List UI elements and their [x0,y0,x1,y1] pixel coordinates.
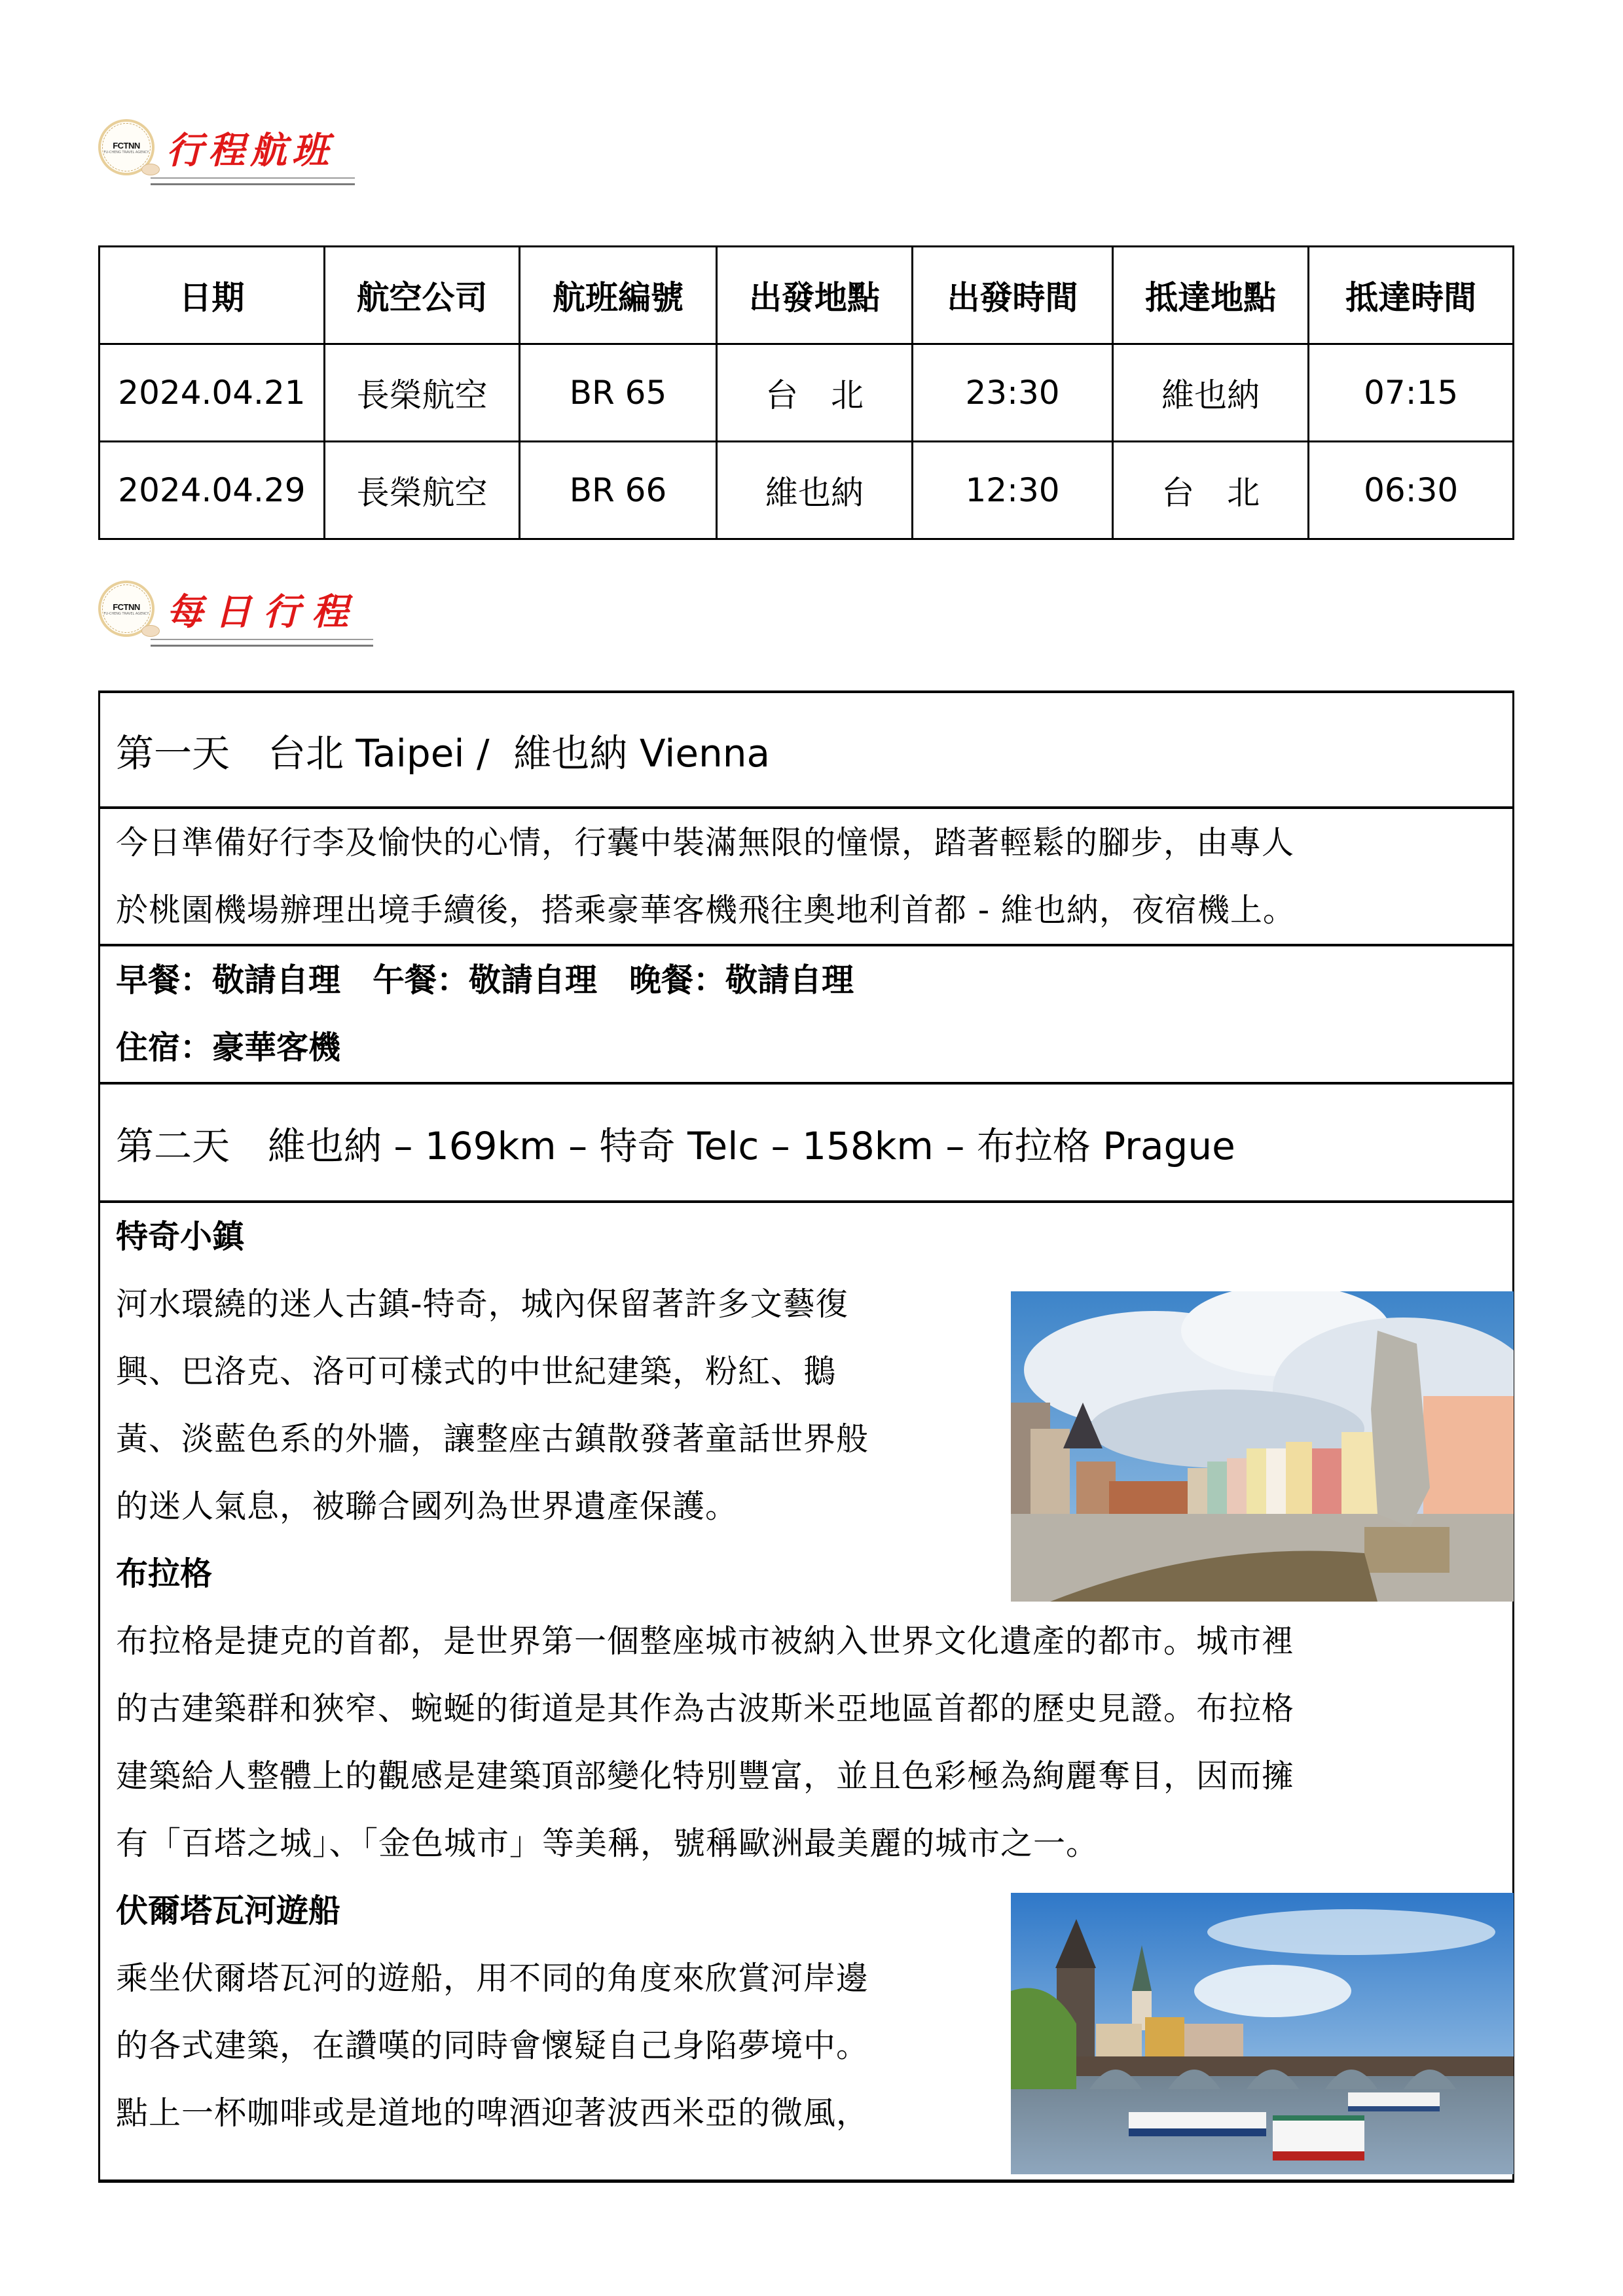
table-row [100,442,1514,539]
lodging-info: 住宿：豪華客機 [116,1029,341,1066]
table-row [100,344,1514,442]
telc-square-image-icon [1011,1291,1514,1602]
cloud-ornament-icon [141,625,160,637]
day-2-content [100,1203,1512,2177]
column-header-departure-place: 出發地點 [716,247,913,344]
attraction-line: 建築給人整體上的觀感是建築頂部變化特別豐富，並且色彩極為絢麗奪目，因而擁 [116,1757,1295,1795]
divider [151,183,355,185]
attraction-line: 的各式建築，在讚嘆的同時會懷疑自己身陷夢境中。 [116,2027,869,2064]
logo-text: FCTNN [113,601,140,612]
attraction-line: 乘坐伏爾塔瓦河的遊船，用不同的角度來欣賞河岸邊 [116,1960,869,1997]
column-header-arrival-place: 抵達地點 [1112,247,1309,344]
day-1-description [100,809,1512,946]
column-header-arrival-time: 抵達時間 [1309,247,1514,344]
attraction-line: 點上一杯咖啡或是道地的啤酒迎著波西米亞的微風， [116,2094,869,2132]
cell-arrival-time: 06:30 [1309,442,1514,539]
column-header-departure-time: 出發時間 [913,247,1113,344]
attraction-line: 的迷人氣息，被聯合國列為世界遺產保護。 [116,1488,739,1525]
section-title: 每日行程 [166,590,360,634]
attraction-title-prague: 布拉格 [116,1555,213,1592]
cell-departure-time: 12:30 [913,442,1113,539]
cell-flight-no: BR 65 [520,344,716,442]
charles-bridge-image-icon [1011,1893,1514,2174]
logo-text: FCTNN [113,140,140,151]
divider [151,645,373,647]
cell-arrival-time: 07:15 [1309,344,1514,442]
logo-ring-text: FU-CHENG TRAVEL AGENCY [103,150,149,154]
attraction-title-telc: 特奇小鎮 [116,1218,245,1255]
attraction-title-vltava-cruise: 伏爾塔瓦河遊船 [116,1892,341,1929]
telc-town-photo [1011,1291,1514,1602]
day-1-title: 第一天 台北 Taipei / 維也納 Vienna [100,693,1512,809]
cell-date: 2024.04.29 [100,442,325,539]
agency-logo-icon [98,581,155,637]
cell-arrival-place: 台 北 [1112,442,1309,539]
agency-logo-icon [98,119,155,175]
cell-departure-place: 台 北 [716,344,913,442]
daily-section-header [98,573,360,651]
cell-departure-time: 23:30 [913,344,1113,442]
table-header-row [100,247,1514,344]
column-header-airline: 航空公司 [324,247,519,344]
attraction-line: 黃、淡藍色系的外牆，讓整座古鎮散發著童話世界般 [116,1420,869,1458]
cell-airline: 長榮航空 [324,442,519,539]
flight-table [98,245,1514,540]
cloud-ornament-icon [141,164,160,175]
cell-airline: 長榮航空 [324,344,519,442]
attraction-line: 的古建築群和狹窄、蜿蜒的街道是其作為古波斯米亞地區首都的歷史見證。布拉格 [116,1690,1295,1727]
attraction-line: 有「百塔之城」、「金色城市」等美稱，號稱歐洲最美麗的城市之一。 [116,1825,1099,1862]
itinerary-table [98,691,1514,2183]
cell-date: 2024.04.21 [100,344,325,442]
divider [151,639,373,640]
day-1-meals-lodging [100,946,1512,1085]
divider [151,177,355,179]
column-header-date: 日期 [100,247,325,344]
meals-info: 早餐：敬請自理 午餐：敬請自理 晚餐：敬請自理 [116,961,854,999]
prague-cruise-photo [1011,1893,1514,2174]
description-line: 今日準備好行李及愉快的心情，行囊中裝滿無限的憧憬，踏著輕鬆的腳步，由專人 [116,824,1295,861]
day-2-title: 第二天 維也納 – 169km – 特奇 Telc – 158km – 布拉格 Prague [100,1085,1512,1203]
column-header-flight-no: 航班編號 [520,247,716,344]
attraction-line: 河水環繞的迷人古鎮-特奇，城內保留著許多文藝復 [116,1285,848,1323]
flights-section-header [98,111,360,190]
cell-flight-no: BR 66 [520,442,716,539]
logo-ring-text: FU-CHENG TRAVEL AGENCY [103,611,149,616]
attraction-line: 布拉格是捷克的首都，是世界第一個整座城市被納入世界文化遺產的都市。城市裡 [116,1623,1295,1660]
cell-arrival-place: 維也納 [1112,344,1309,442]
description-line: 於桃園機場辦理出境手續後，搭乘豪華客機飛往奧地利首都 - 維也納，夜宿機上。 [116,891,1296,929]
section-title: 行程航班 [166,129,334,172]
cell-departure-place: 維也納 [716,442,913,539]
attraction-line: 興、巴洛克、洛可可樣式的中世紀建築，粉紅、鵝 [116,1353,837,1390]
